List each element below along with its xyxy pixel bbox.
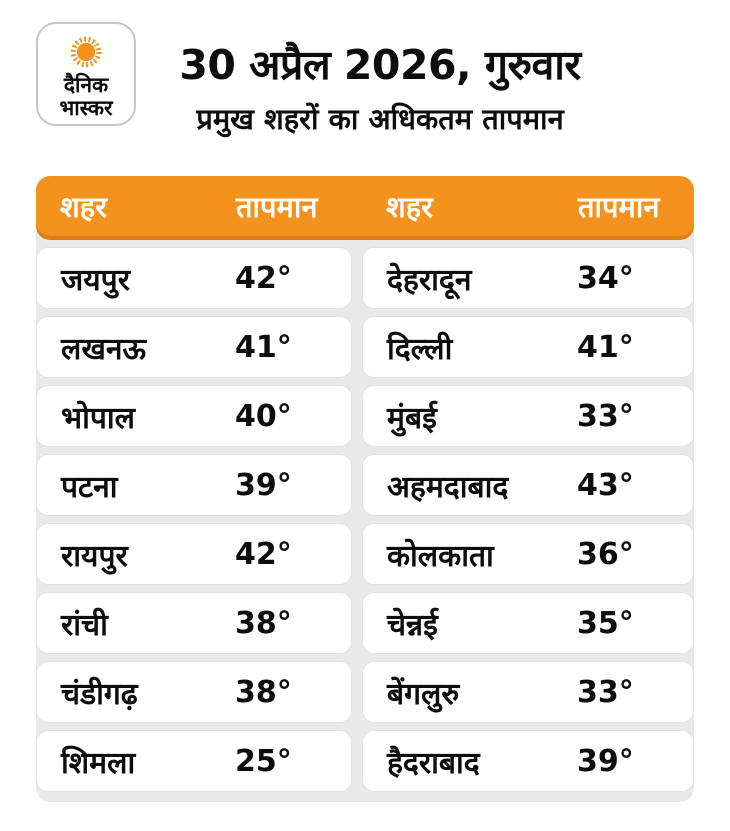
city-name: दिल्ली: [387, 331, 453, 367]
table-row: [36, 247, 694, 309]
logo-text-line1: दैनिक: [63, 73, 109, 97]
city-name: बेंगलुरु: [387, 676, 460, 712]
temperature-value: 34°: [577, 260, 634, 296]
city-name: कोलकाता: [387, 538, 494, 574]
page-subtitle: प्रमुख शहरों का अधिकतम तापमान: [196, 102, 564, 136]
city-name: चेन्नई: [387, 607, 438, 643]
city-name: लखनऊ: [61, 331, 147, 367]
city-temp-cell: [362, 661, 694, 723]
table-row: [36, 523, 694, 585]
city-name: हैदराबाद: [387, 745, 480, 781]
city-name: भोपाल: [61, 400, 136, 436]
temperature-value: 41°: [577, 329, 634, 365]
table-header: [36, 176, 694, 236]
logo-text-line2: भास्कर: [59, 96, 113, 120]
temperature-value: 42°: [235, 260, 292, 296]
city-temp-cell: [36, 592, 352, 654]
city-temp-cell: [362, 730, 694, 792]
city-temp-cell: [36, 523, 352, 585]
temperature-table: [36, 176, 694, 802]
header-temp-label: तापमान: [236, 189, 318, 224]
temperature-value: 43°: [577, 467, 634, 503]
city-temp-cell: [362, 316, 694, 378]
header-city-label: शहर: [386, 189, 433, 224]
city-temp-cell: [362, 592, 694, 654]
table-row: [36, 730, 694, 792]
table-row: [36, 661, 694, 723]
city-temp-cell: [36, 316, 352, 378]
city-temp-cell: [362, 523, 694, 585]
temperature-value: 40°: [235, 398, 292, 434]
temperature-value: 33°: [577, 674, 634, 710]
temperature-value: 25°: [235, 743, 292, 779]
city-temp-cell: [36, 454, 352, 516]
city-name: देहरादून: [387, 262, 472, 298]
city-temp-cell: [36, 661, 352, 723]
city-temp-cell: [362, 247, 694, 309]
table-header-left: [36, 187, 352, 226]
city-name: रायपुर: [61, 538, 128, 574]
table-row: [36, 454, 694, 516]
temperature-value: 38°: [235, 674, 292, 710]
temperature-value: 33°: [577, 398, 634, 434]
dainik-bhaskar-logo: [36, 22, 136, 126]
city-name: जयपुर: [61, 262, 130, 298]
sun-icon: [65, 31, 107, 73]
temperature-value: 41°: [235, 329, 292, 365]
temperature-value: 39°: [235, 467, 292, 503]
city-name: शिमला: [61, 745, 136, 781]
city-temp-cell: [36, 730, 352, 792]
city-name: अहमदाबाद: [387, 469, 509, 505]
header-temp-label: तापमान: [578, 189, 660, 224]
city-temp-cell: [362, 385, 694, 447]
temperature-value: 35°: [577, 605, 634, 641]
temperature-value: 38°: [235, 605, 292, 641]
city-temp-cell: [36, 385, 352, 447]
table-row: [36, 592, 694, 654]
city-name: पटना: [61, 469, 118, 505]
city-temp-cell: [36, 247, 352, 309]
temperature-value: 42°: [235, 536, 292, 572]
table-header-right: [362, 187, 694, 226]
table-body: [36, 220, 694, 802]
temperature-value: 36°: [577, 536, 634, 572]
temperature-value: 39°: [577, 743, 634, 779]
page-title: 30 अप्रैल 2026, गुरुवार: [179, 41, 581, 89]
city-name: मुंबई: [387, 400, 437, 436]
table-row: [36, 385, 694, 447]
city-name: रांची: [61, 607, 108, 643]
header-city-label: शहर: [60, 189, 107, 224]
city-temp-cell: [362, 454, 694, 516]
table-row: [36, 316, 694, 378]
city-name: चंडीगढ़: [61, 676, 138, 712]
